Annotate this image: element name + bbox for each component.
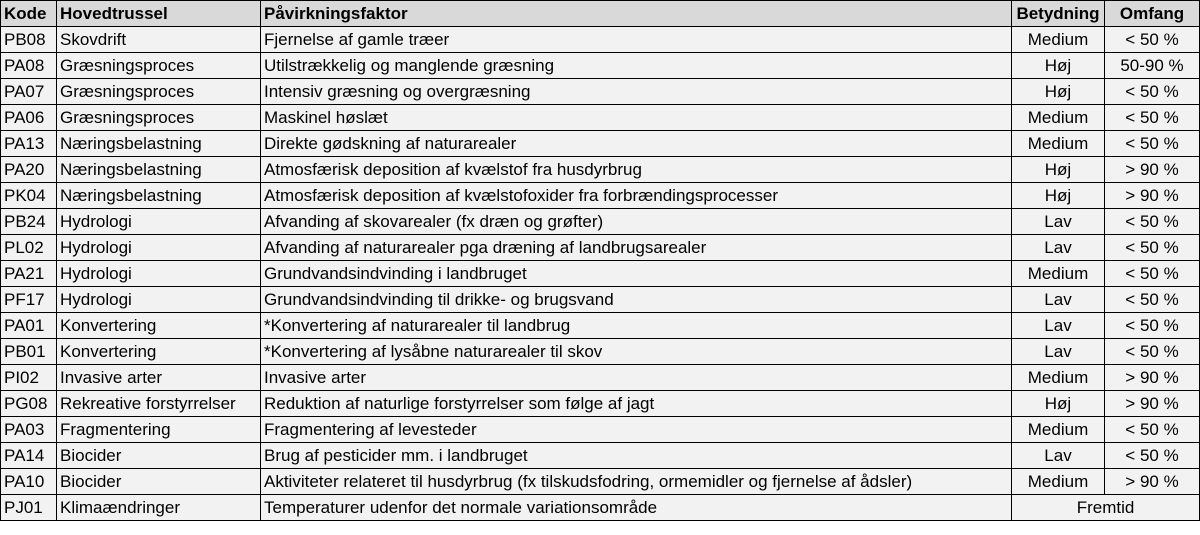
- cell-kode: PA01: [1, 313, 57, 339]
- cell-omfang: > 90 %: [1105, 469, 1200, 495]
- cell-kode: PK04: [1, 183, 57, 209]
- cell-hovedtrussel: Næringsbelastning: [57, 131, 261, 157]
- cell-hovedtrussel: Hydrologi: [57, 235, 261, 261]
- header-omfang: Omfang: [1105, 1, 1200, 27]
- cell-hovedtrussel: Græsningsproces: [57, 53, 261, 79]
- cell-omfang: > 90 %: [1105, 391, 1200, 417]
- cell-pavirkningsfaktor: Direkte gødskning af naturarealer: [261, 131, 1012, 157]
- cell-omfang: < 50 %: [1105, 79, 1200, 105]
- cell-kode: PJ01: [1, 495, 57, 521]
- cell-omfang: < 50 %: [1105, 235, 1200, 261]
- cell-kode: PG08: [1, 391, 57, 417]
- cell-hovedtrussel: Rekreative forstyrrelser: [57, 391, 261, 417]
- cell-pavirkningsfaktor: Fragmentering af levesteder: [261, 417, 1012, 443]
- table-row: [1, 495, 1200, 521]
- cell-omfang: < 50 %: [1105, 339, 1200, 365]
- header-betydning: Betydning: [1012, 1, 1105, 27]
- cell-omfang: < 50 %: [1105, 209, 1200, 235]
- cell-pavirkningsfaktor: Afvanding af naturarealer pga dræning af landbrugsarealer: [261, 235, 1012, 261]
- cell-pavirkningsfaktor: Invasive arter: [261, 365, 1012, 391]
- cell-pavirkningsfaktor: Atmosfærisk deposition af kvælstof fra husdyrbrug: [261, 157, 1012, 183]
- table-row: [1, 235, 1200, 261]
- cell-pavirkningsfaktor: Reduktion af naturlige forstyrrelser som følge af jagt: [261, 391, 1012, 417]
- cell-betydning: Lav: [1012, 313, 1105, 339]
- cell-betydning: Medium: [1012, 27, 1105, 53]
- table-row: [1, 209, 1200, 235]
- cell-betydning: Høj: [1012, 79, 1105, 105]
- cell-omfang: < 50 %: [1105, 261, 1200, 287]
- cell-kode: PA14: [1, 443, 57, 469]
- cell-betydning: Lav: [1012, 287, 1105, 313]
- cell-pavirkningsfaktor: Intensiv græsning og overgræsning: [261, 79, 1012, 105]
- cell-betydning: Høj: [1012, 183, 1105, 209]
- table-row: [1, 157, 1200, 183]
- cell-kode: PA06: [1, 105, 57, 131]
- table-row: [1, 53, 1200, 79]
- cell-omfang: < 50 %: [1105, 417, 1200, 443]
- cell-omfang: > 90 %: [1105, 157, 1200, 183]
- cell-pavirkningsfaktor: Grundvandsindvinding til drikke- og brugsvand: [261, 287, 1012, 313]
- cell-hovedtrussel: Klimaændringer: [57, 495, 261, 521]
- cell-pavirkningsfaktor: Brug af pesticider mm. i landbruget: [261, 443, 1012, 469]
- cell-pavirkningsfaktor: Maskinel høslæt: [261, 105, 1012, 131]
- table-row: [1, 417, 1200, 443]
- table-row: [1, 261, 1200, 287]
- cell-omfang: < 50 %: [1105, 131, 1200, 157]
- cell-omfang: < 50 %: [1105, 287, 1200, 313]
- cell-betydning: Høj: [1012, 157, 1105, 183]
- cell-betydning: Medium: [1012, 365, 1105, 391]
- cell-merged-status: Fremtid: [1012, 495, 1200, 521]
- table-row: [1, 79, 1200, 105]
- table-row: [1, 287, 1200, 313]
- cell-kode: PB01: [1, 339, 57, 365]
- cell-pavirkningsfaktor: *Konvertering af lysåbne naturarealer til skov: [261, 339, 1012, 365]
- table-row: [1, 27, 1200, 53]
- table-header-row: [1, 1, 1200, 27]
- cell-kode: PA13: [1, 131, 57, 157]
- cell-hovedtrussel: Græsningsproces: [57, 105, 261, 131]
- cell-hovedtrussel: Biocider: [57, 443, 261, 469]
- cell-hovedtrussel: Biocider: [57, 469, 261, 495]
- cell-betydning: Medium: [1012, 131, 1105, 157]
- header-pavirkningsfaktor: Påvirkningsfaktor: [261, 1, 1012, 27]
- cell-pavirkningsfaktor: *Konvertering af naturarealer til landbrug: [261, 313, 1012, 339]
- cell-omfang: < 50 %: [1105, 313, 1200, 339]
- cell-betydning: Lav: [1012, 235, 1105, 261]
- cell-hovedtrussel: Skovdrift: [57, 27, 261, 53]
- cell-betydning: Lav: [1012, 443, 1105, 469]
- cell-pavirkningsfaktor: Temperaturer udenfor det normale variationsområde: [261, 495, 1012, 521]
- cell-betydning: Lav: [1012, 339, 1105, 365]
- cell-omfang: < 50 %: [1105, 27, 1200, 53]
- cell-pavirkningsfaktor: Atmosfærisk deposition af kvælstofoxider fra forbrændingsprocesser: [261, 183, 1012, 209]
- cell-omfang: > 90 %: [1105, 183, 1200, 209]
- cell-kode: PA10: [1, 469, 57, 495]
- cell-hovedtrussel: Næringsbelastning: [57, 157, 261, 183]
- cell-hovedtrussel: Hydrologi: [57, 261, 261, 287]
- cell-kode: PF17: [1, 287, 57, 313]
- cell-kode: PA21: [1, 261, 57, 287]
- cell-omfang: < 50 %: [1105, 443, 1200, 469]
- cell-kode: PA07: [1, 79, 57, 105]
- table-row: [1, 105, 1200, 131]
- cell-hovedtrussel: Græsningsproces: [57, 79, 261, 105]
- cell-kode: PB08: [1, 27, 57, 53]
- cell-hovedtrussel: Næringsbelastning: [57, 183, 261, 209]
- table-row: [1, 469, 1200, 495]
- cell-pavirkningsfaktor: Afvanding af skovarealer (fx dræn og grøfter): [261, 209, 1012, 235]
- table-row: [1, 391, 1200, 417]
- cell-betydning: Lav: [1012, 209, 1105, 235]
- cell-kode: PA20: [1, 157, 57, 183]
- cell-betydning: Høj: [1012, 53, 1105, 79]
- cell-hovedtrussel: Fragmentering: [57, 417, 261, 443]
- cell-omfang: > 90 %: [1105, 365, 1200, 391]
- cell-kode: PL02: [1, 235, 57, 261]
- cell-kode: PA03: [1, 417, 57, 443]
- table-row: [1, 365, 1200, 391]
- cell-betydning: Medium: [1012, 261, 1105, 287]
- cell-kode: PI02: [1, 365, 57, 391]
- cell-hovedtrussel: Konvertering: [57, 313, 261, 339]
- cell-pavirkningsfaktor: Fjernelse af gamle træer: [261, 27, 1012, 53]
- header-kode: Kode: [1, 1, 57, 27]
- cell-hovedtrussel: Hydrologi: [57, 287, 261, 313]
- cell-hovedtrussel: Konvertering: [57, 339, 261, 365]
- header-hovedtrussel: Hovedtrussel: [57, 1, 261, 27]
- cell-omfang: 50-90 %: [1105, 53, 1200, 79]
- cell-betydning: Medium: [1012, 469, 1105, 495]
- cell-betydning: Medium: [1012, 417, 1105, 443]
- cell-betydning: Høj: [1012, 391, 1105, 417]
- cell-kode: PB24: [1, 209, 57, 235]
- table-row: [1, 131, 1200, 157]
- cell-pavirkningsfaktor: Aktiviteter relateret til husdyrbrug (fx tilskudsfodring, ormemidler og fjernelse af ådsler): [261, 469, 1012, 495]
- cell-hovedtrussel: Invasive arter: [57, 365, 261, 391]
- cell-omfang: < 50 %: [1105, 105, 1200, 131]
- cell-pavirkningsfaktor: Grundvandsindvinding i landbruget: [261, 261, 1012, 287]
- table-row: [1, 313, 1200, 339]
- cell-hovedtrussel: Hydrologi: [57, 209, 261, 235]
- table-row: [1, 443, 1200, 469]
- cell-kode: PA08: [1, 53, 57, 79]
- cell-betydning: Medium: [1012, 105, 1105, 131]
- table-row: [1, 339, 1200, 365]
- table-row: [1, 183, 1200, 209]
- table-body: [1, 27, 1200, 521]
- cell-pavirkningsfaktor: Utilstrækkelig og manglende græsning: [261, 53, 1012, 79]
